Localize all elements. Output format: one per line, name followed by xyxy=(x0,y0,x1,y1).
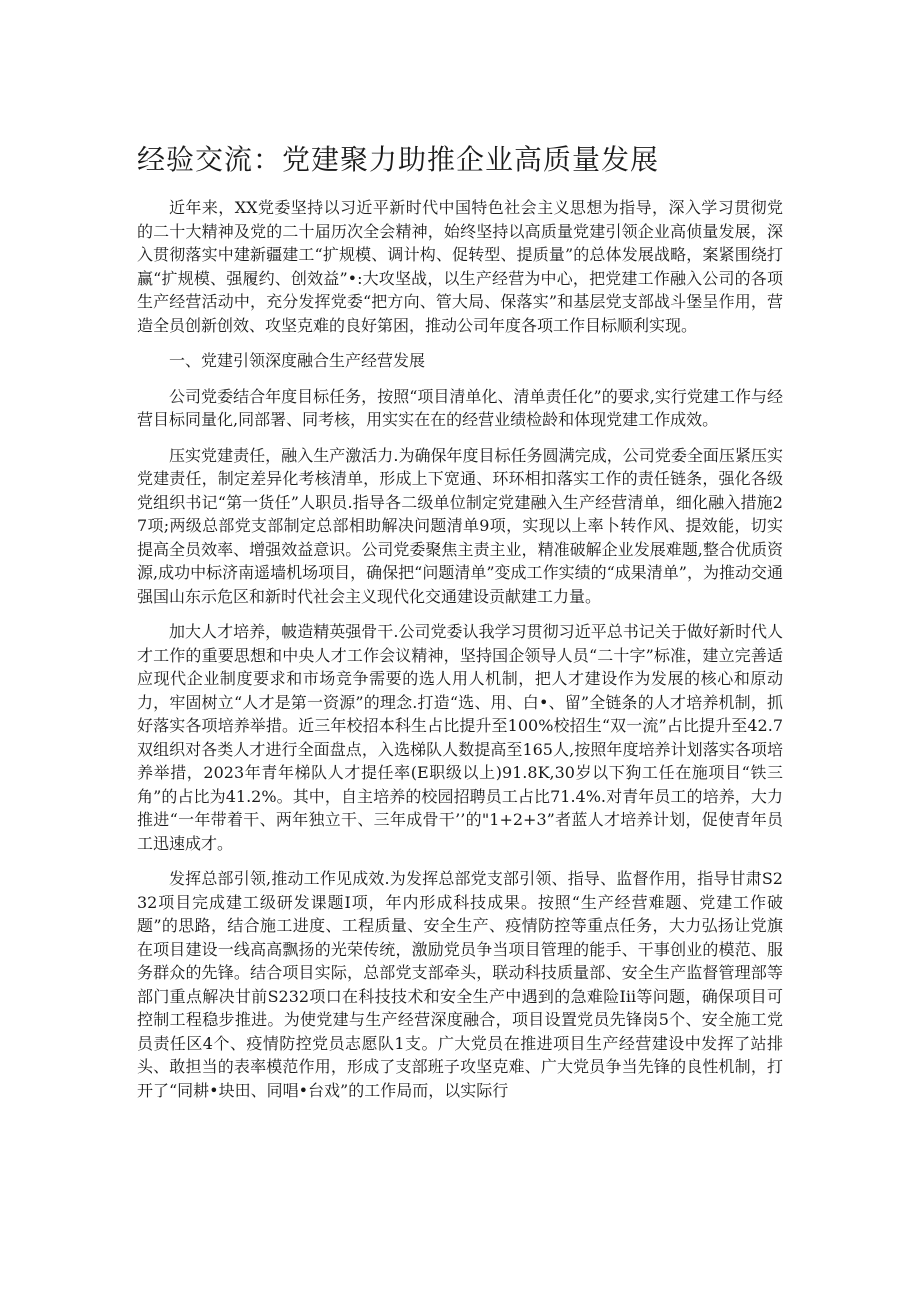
intro-paragraph: 近年来，XX党委坚持以习近平新时代中国特色社会主义思想为指导，深入学习贯彻党的二十大精神及党的二十届历次全会精神，始终坚持以高质量党建引领企业高侦量发展，深入贯彻落实中建新疆建工“扩规模、调计构、促转型、提质量”的总体发展战略，案紧围绕打赢“扩规模、强履约、创效益”•:大攻坚战，以生产经营为中心，把党建工作融入公司的各项生产经营活动中，充分发挥党委“把方向、管大局、保落实”和基层党支部战斗堡呈作用，营造全员创新创效、攻坚克难的良好第困，推动公司年度各项工作目标顺利实现。 xyxy=(137,198,783,335)
document-page xyxy=(137,140,783,1114)
paragraph-3: 加大人才培养，帔造精英强骨干.公司党委认我学习贯彻习近平总书记关于做好新时代人才工作的重要思想和中央人才工作会议精神，坚持国企领导人员“二十字”标准，建立完善适应现代企业制度要求和市场竞争需要的选人用人机制，把人才建设作为发展的核心和原动力，牢固树立“人才是第一资源”的理念.打造“选、用、白•、留”全链条的人才培养机制，抓好落实各项培养举措。近三年校招本科生占比提升至100%校招生“双一流”占比提升至42.7双组织对各类人才进行全面盘点，入选梯队人数提高至165人,按照年度培养计划落实各项培养举措，2023年青年梯队人才提任率(E职级以上)91.8K,30岁以下狗工任在施项目“铁三角”的占比为41.2%。其中，自主培养的校园招聘员工占比71.4%.对青年员工的培养，大力推进“一年带着干、两年独立干、三年成骨干’’的"1+2+3”者蓝人才培养计划，促使青年员工迅速成才。 xyxy=(137,622,783,853)
paragraph-1: 公司党委结合年度目标任务，按照“项目清单化、清单责任化”的要求,实行党建工作与经营目标同量化,同部署、同考核，用实实在在的经营业绩检龄和体现党建工作成效。 xyxy=(137,386,783,429)
paragraph-2: 压实党建责任，融入生产激活力.为确保年度目标任务圆满完成，公司党委全面压紧压实党建责任，制定差异化考核清单，形成上下宽通、环环相扣落实工作的责任链条，强化各级党组织书记“第一货任”人职员.指导各二级单位制定党建融入生产经营清单，细化融入措施27项;两级总部党支部制定总部相助解决问题清单9项，实现以上率卜转作风、提效能，切实提高全员效率、增强效益意识。公司党委聚焦主责主业，精准破解企业发展难题,整合优质资源,成功中标济南遥墙机场项目，确保把“问题清单”变成工作实绩的“成果清单”，为推动交通强国山东示危区和新时代社会主义现代化交通建设贡献建工力量。 xyxy=(137,445,783,606)
section-heading: 一、党建引领深度融合生产经营发展 xyxy=(169,351,426,370)
document-title: 经验交流：党建聚力助推企业高质量发展 xyxy=(137,143,660,176)
paragraph-4: 发挥总部引领,推动工作见成效.为发挥总部党支部引领、指导、监督作用，指导甘肃S232项目完成建工级研发课题I项，年内形成科技成果。按照“生产经营难题、党建工作破题”的思路，结合施工进度、工程质量、安全生产、疫情防控等重点任务，大力弘扬让党旗在项目建设一线高高飘扬的光荣传统，激励党员争当项目管理的能手、干事创业的模范、服务群众的先锋。结合项目实际，总部党支部牵头，联动科技质量部、安全生产监督管理部等部门重点解决甘前S232项口在科技技术和安全生产中遇到的急难险Iii等问题，确保项目可控制工程稳步推进。为使党建与生产经营深度融合，项目设置党员先锋岗5个、安全施工党员责任区4个、疫情防控党员志愿队1支。广大党员在推进项目生产经营建设中发挥了站排头、敢担当的表率模范作用，形成了支部班子攻坚克难、广大党员争当先锋的良性机制，打开了“同耕•块田、同唱•台戏”的工作局而，以实际行 xyxy=(137,869,783,1100)
